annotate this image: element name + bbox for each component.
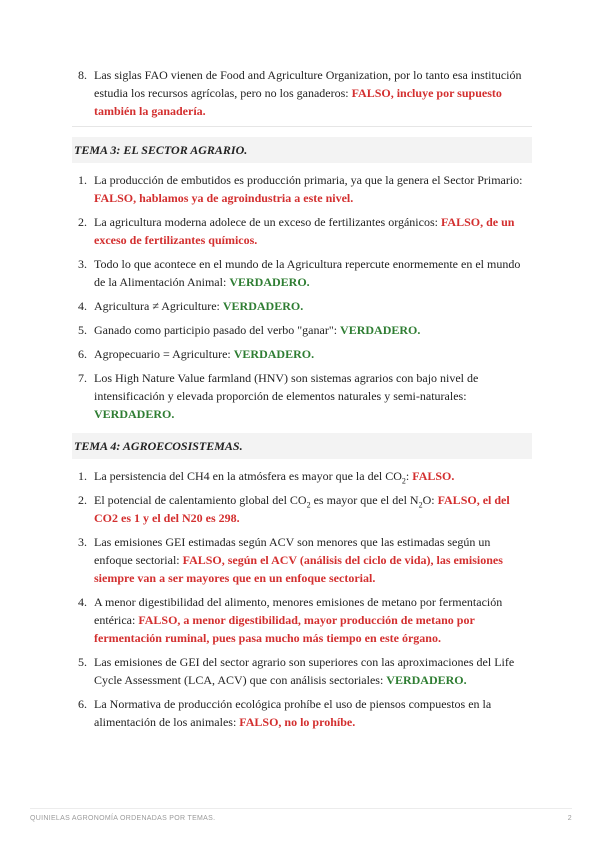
item-number: 1. (78, 469, 87, 483)
item-text: Ganado como participio pasado del verbo "ganar": (94, 323, 341, 337)
item-answer-false: FALSO. (412, 469, 455, 483)
item-text: es mayor que el del N (310, 493, 419, 507)
item-text: Las emisiones de GEI del sector agrario son superiores con las aproximaciones del Life Cycle Assessment (LCA, ACV) que con análisis sectoriales: (94, 655, 515, 687)
page-footer (30, 808, 572, 822)
list-item (72, 297, 532, 315)
subscript: 2 (306, 500, 311, 510)
item-number: 5. (78, 655, 87, 669)
item-number: 2. (78, 215, 87, 229)
item-answer-false: FALSO, a menor digestibilidad, mayor producción de metano por fermentación ruminal, pues pasa mucho más tiempo en este órgano. (94, 613, 475, 645)
item-answer-false: FALSO, el del CO2 es 1 y el del N20 es 298. (94, 493, 510, 525)
divider (72, 126, 532, 127)
item-number: 6. (78, 347, 87, 361)
item-text: : (405, 469, 413, 483)
item-text: Agricultura ≠ Agriculture: (94, 299, 223, 313)
item-text: Agropecuario = Agriculture: (94, 347, 234, 361)
item-answer-false: FALSO, según el ACV (análisis del ciclo de vida), las emisiones siempre van a ser mayores que en un enfoque sectorial. (94, 553, 503, 585)
item-text: La producción de embutidos es producción primaria, ya que la genera el Sector Primario: (94, 173, 523, 187)
item-number: 6. (78, 697, 87, 711)
item-text: Todo lo que acontece en el mundo de la Agricultura repercute enormemente en el mundo de la Alimentación Animal: (94, 257, 521, 289)
list-item (72, 695, 532, 731)
item-text: Las emisiones GEI estimadas según ACV son menores que las estimadas según un enfoque sectorial: (94, 535, 491, 567)
item-text: La persistencia del CH4 en la atmósfera es mayor que la del CO (94, 469, 402, 483)
item-text: Los High Nature Value farmland (HNV) son sistemas agrarios con bajo nivel de intensificación y elevada proporción de elementos naturales y semi-naturales: (94, 371, 479, 403)
item-number: 4. (78, 299, 87, 313)
item-answer-false: FALSO, de un exceso de fertilizantes químicos. (94, 215, 515, 247)
item-number: 3. (78, 257, 87, 271)
tema4-list (72, 467, 532, 731)
section-title-tema4: TEMA 4: AGROECOSISTEMAS. (72, 433, 532, 459)
item-number: 8. (78, 68, 87, 82)
item-number: 4. (78, 595, 87, 609)
item-number: 1. (78, 173, 87, 187)
item-answer-true: VERDADERO. (229, 275, 310, 289)
item-number: 5. (78, 323, 87, 337)
item-answer-false: FALSO, hablamos ya de agroindustria a este nivel. (94, 191, 354, 205)
list-item (72, 171, 532, 207)
item-answer-true: VERDADERO. (222, 299, 304, 313)
list-item (72, 213, 532, 249)
list-item (72, 533, 532, 587)
item-answer-true: VERDADERO. (94, 407, 175, 421)
item-text: La Normativa de producción ecológica prohíbe el uso de piensos compuestos en la alimentación de los animales: (94, 697, 492, 729)
item-answer-false: FALSO, incluye por supuesto también la ganadería. (94, 86, 502, 118)
page-content (72, 66, 532, 737)
list-item (72, 255, 532, 291)
list-item (72, 653, 532, 689)
list-item (72, 321, 532, 339)
list-item (72, 491, 532, 527)
subscript: 2 (418, 500, 423, 510)
item-text: Las siglas FAO vienen de Food and Agriculture Organization, por lo tanto esa institución estudia los recursos agrícolas, pero no los ganaderos: (94, 68, 522, 100)
item-answer-false: FALSO, no lo prohíbe. (239, 715, 356, 729)
subscript: 2 (401, 476, 406, 486)
item-text: La agricultura moderna adolece de un exceso de fertilizantes orgánicos: (94, 215, 441, 229)
tema3-list (72, 171, 532, 423)
list-item (72, 345, 532, 363)
list-item (72, 593, 532, 647)
item-answer-true: VERDADERO. (340, 323, 421, 337)
footer-title: QUINIELAS AGRONOMÍA ORDENADAS POR TEMAS. (30, 815, 216, 822)
list-item (72, 66, 532, 120)
item-answer-true: VERDADERO. (386, 673, 467, 687)
item-text: El potencial de calentamiento global del CO (94, 493, 307, 507)
item-number: 3. (78, 535, 87, 549)
list-item (72, 369, 532, 423)
item-answer-true: VERDADERO. (233, 347, 315, 361)
item-text: A menor digestibilidad del alimento, menores emisiones de metano por fermentación entérica: (94, 595, 503, 627)
page-number: 2 (567, 815, 572, 822)
item-number: 2. (78, 493, 87, 507)
item-text: O: (422, 493, 438, 507)
item-number: 7. (78, 371, 87, 385)
list-item (72, 467, 532, 485)
section-title-tema3: TEMA 3: EL SECTOR AGRARIO. (72, 137, 532, 163)
